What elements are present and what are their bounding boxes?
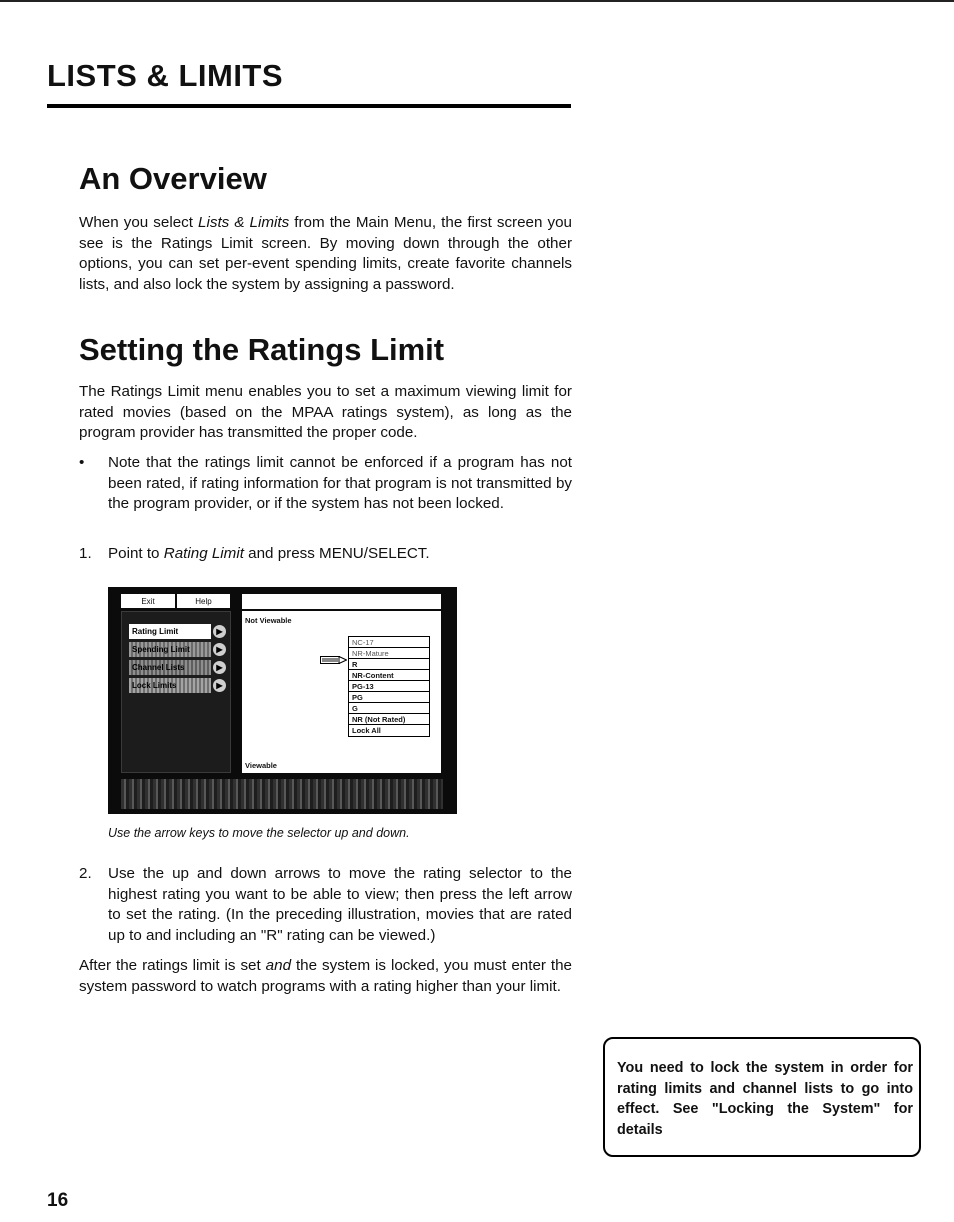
step-1 bbox=[79, 544, 572, 565]
note-box bbox=[603, 1037, 921, 1157]
menu-item-label: Rating Limit bbox=[129, 624, 211, 639]
chevron-right-icon: ▶ bbox=[213, 625, 226, 638]
menu-item-rating-limit[interactable] bbox=[129, 624, 226, 639]
step-1-number: 1. bbox=[79, 545, 92, 562]
overview-paragraph bbox=[79, 213, 572, 295]
overview-heading: An Overview bbox=[79, 161, 267, 196]
rating-panel bbox=[242, 611, 441, 773]
menu-item-lock-limits[interactable] bbox=[129, 678, 226, 693]
bullet-text: Note that the ratings limit cannot be enforced if a program has not been rated, if rating information for that program is not transmitted by the program provider, or if the system has not been locked. bbox=[108, 454, 572, 513]
rating-item-lock-all[interactable]: Lock All bbox=[352, 726, 381, 735]
rating-item-pg[interactable]: PG bbox=[349, 692, 429, 703]
chevron-right-icon: ▶ bbox=[213, 643, 226, 656]
step-2-number: 2. bbox=[79, 865, 92, 882]
ratings-intro: The Ratings Limit menu enables you to set a maximum viewing limit for rated movies (based on the MPAA ratings system), as long as the program provider has transmitted the proper code. bbox=[79, 383, 572, 442]
screen-title-bar bbox=[242, 594, 441, 609]
menu-item-label: Channel Lists bbox=[129, 660, 211, 675]
menu-item-channel-lists[interactable] bbox=[129, 660, 226, 675]
bullet-mark: • bbox=[79, 454, 85, 471]
chevron-right-icon: ▶ bbox=[213, 661, 226, 674]
ratings-heading: Setting the Ratings Limit bbox=[79, 332, 445, 367]
screen-menu-panel bbox=[121, 611, 231, 773]
rating-item-pg-13[interactable]: PG-13 bbox=[349, 681, 429, 692]
chevron-right-icon: ▶ bbox=[213, 679, 226, 692]
step-2 bbox=[79, 864, 572, 946]
section-rule bbox=[47, 104, 571, 108]
rating-selector-arrow-icon[interactable] bbox=[320, 656, 347, 664]
help-button[interactable]: Help bbox=[177, 594, 230, 608]
top-rule bbox=[0, 0, 954, 2]
step-1-before: Point to bbox=[108, 545, 164, 562]
overview-text-emph: Lists & Limits bbox=[198, 214, 290, 231]
illustration-caption: Use the arrow keys to move the selector up and down. bbox=[108, 826, 410, 840]
rating-item-nc-17[interactable]: NC-17 bbox=[349, 637, 429, 648]
rating-item-g[interactable]: G bbox=[349, 703, 429, 714]
rating-item-nr-not-rated[interactable]: NR (Not Rated) bbox=[349, 714, 429, 725]
rating-item-nr-mature[interactable]: NR-Mature bbox=[349, 648, 429, 659]
step-1-text bbox=[108, 544, 572, 565]
viewable-label: Viewable bbox=[245, 761, 277, 770]
step-1-after: and press MENU/SELECT. bbox=[243, 545, 430, 562]
after-text-before: After the ratings limit is set bbox=[79, 957, 266, 974]
menu-item-label: Spending Limit bbox=[129, 642, 211, 657]
rating-item-r[interactable]: R bbox=[349, 659, 429, 670]
exit-button[interactable]: Exit bbox=[121, 594, 175, 608]
rating-item-nr-content[interactable]: NR-Content bbox=[349, 670, 429, 681]
ratings-bullet bbox=[79, 453, 572, 515]
ratings-limit-screen-illustration bbox=[108, 587, 457, 814]
overview-text-after: from the Main Menu, the first screen you see is the Ratings Limit screen. By moving down through the other options, you can set per-event spending limits, create favorite channels lists, and also lock the system by assigning a password. bbox=[79, 214, 572, 293]
step-2-text: Use the up and down arrows to move the rating selector to the highest rating you want to be able to view; then press the left arrow to set the rating. (In the preceding illustration, movies that are rated up to and including an "R" rating can be viewed.) bbox=[108, 865, 572, 944]
overview-text-before: When you select bbox=[79, 214, 199, 231]
menu-item-label: Lock Limits bbox=[129, 678, 211, 693]
note-text: You need to lock the system in order for rating limits and channel lists to go into effect. See "Locking the System" for details bbox=[617, 1060, 913, 1138]
after-text-after: the system is locked, you must enter the system password to watch programs with a rating higher than your limit. bbox=[79, 957, 573, 995]
not-viewable-label: Not Viewable bbox=[245, 616, 292, 625]
screen-status-area bbox=[121, 779, 443, 809]
after-paragraph bbox=[79, 956, 572, 997]
after-text-emph: and bbox=[265, 957, 292, 974]
page-number: 16 bbox=[47, 1190, 69, 1211]
section-title: LISTS & LIMITS bbox=[47, 58, 284, 93]
menu-item-spending-limit[interactable] bbox=[129, 642, 226, 657]
step-1-emph: Rating Limit bbox=[163, 545, 244, 562]
rating-list bbox=[348, 636, 430, 737]
